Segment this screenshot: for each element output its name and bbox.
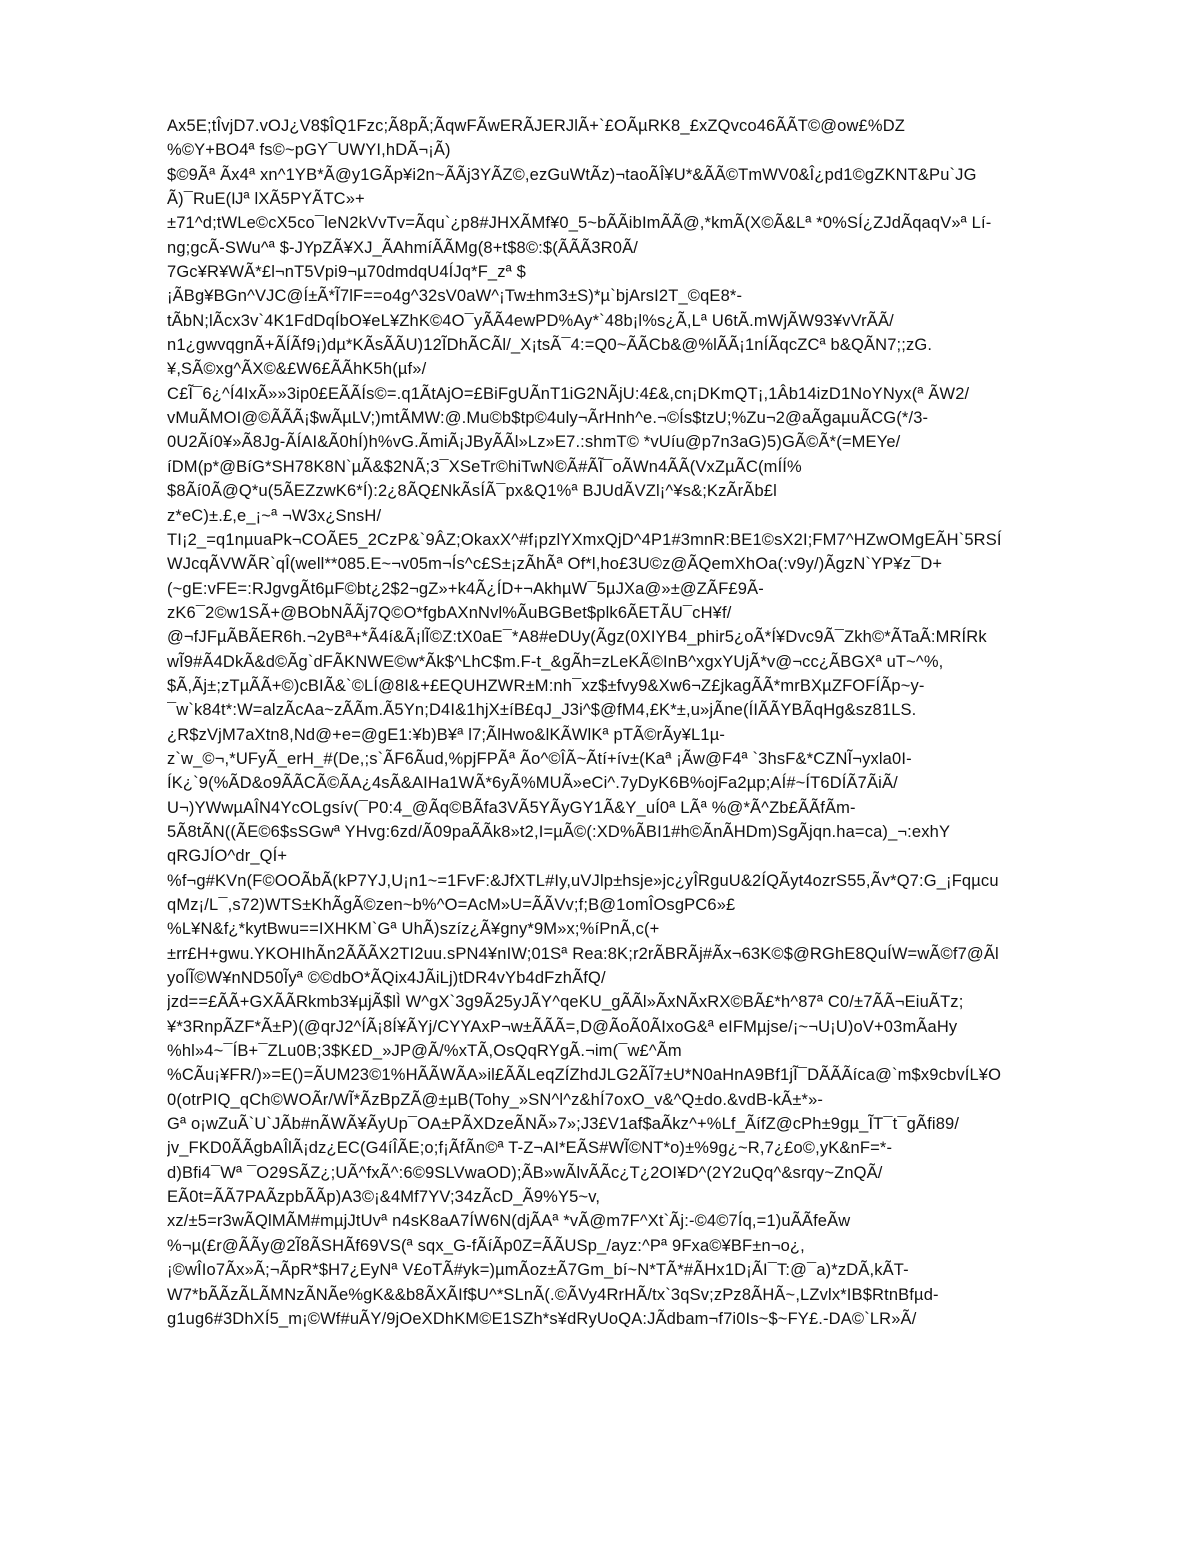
text-line: 7Gc¥R¥WÃ*£l¬nT5Vpi9¬µ70dmdqU4ÍJq*F_zª $ — [167, 263, 526, 282]
text-line: zK6¯2©w1SÃ+@BObNÃÃj7Q©O*fgbAXnNvl%ÃuBGBet$plk6ÃETÃU¯cH¥f/ — [167, 603, 732, 622]
text-line: qMz¡/L¯,s72)WTS±KhÃgÃ©zen~b%^O=AcM»U=ÃÃVv;f;B@1omÎOsgPC6»£ — [167, 896, 736, 914]
text-line: ¡ÃBg¥BGn^VJC@Í±Ã*Ĩ7lF==o4g^32sV0aW^¡Tw±hm3±S)*µ`bjArsI2T_©qE8*- — [167, 287, 743, 306]
text-line: W7*bÃÃzÃLÃMNzÃNÃe%gK&&b8ÃXÃIf$U^*SLnÃ(.©ÃVy4RrHÃ/tx`3qSv;zPz8ÃHÃ~,LZvlx*IB$RtnBfµd- — [167, 1285, 939, 1304]
text-line: n1¿gwvqgnÃ+ÃÍÃf9¡)dµ*KÃsÃÃU)12ĨDhÃCÃl/_X¡tsÃ¯4:=Q0~ÃÃCb&@%lÃÃ¡1nÍÃqcZCª b&QÃN7;;zG. — [167, 336, 933, 355]
text-line: íDM(p*@BíG*SH78K8N`µÃ&$2NÃ;3¯XSeTr©hiTwN©Ã#ÃĨ¯oÃWn4ÃÃ(VxZµÃC(mÍÍ% — [167, 457, 802, 476]
text-line: ¥,SÃ©xg^ÃX©&£W6£ÃÃhK5h(µf»/ — [167, 360, 427, 379]
text-line: Ax5E;tÎvjD7.vOJ¿V8$ÎQ1Fzc;Ã8pÃ;ÃqwFÃwERÃJERJlÃ+`£OÃµRK8_£xZQvco46ÃÃT©@ow£%DZ — [167, 117, 906, 135]
text-line: ¥*3RnpÃZF*Ã±P)(@qrJ2^ÍÃ¡8Í¥ÃYj/CYYAxP¬w±ÃÃÃ=,D@ÃoÃ0ÃIxoG&ª eIFMµjse/¡~¬U¡U)oV+03mÃaHy — [167, 1017, 958, 1036]
text-line: ±71^d;tWLe©cX5co¯leN2kVvTv=Ãqu`¿p8#JHXÃMf¥0_5~bÃÃibImÃÃ@,*kmÃ(X©Ã&Lª *0%SÍ¿ZJdÃqaqV»ª Lí- — [167, 214, 992, 233]
document-body-text — [167, 114, 1127, 1331]
text-line: %L¥N&f¿*kytBwu==IXHKM`Gª UhÃ)szíz¿Ã¥gny*9M»x;%íPnÃ,c(+ — [167, 920, 660, 939]
text-line: %CÃu¡¥FR/)»=E()=ÃUM23©1%HÃÃWÃA»il£ÃÃLeqZÍZhdJLG2ÃĨ7±U*N0aHnA9Bf1jĨ¯DÃÃÃíca@`m$x9cbvÍL¥O — [167, 1066, 1002, 1085]
text-line: ng;gcÃ-SWu^ª $-JYpZÃ¥XJ_ÃAhmíÃÃMg(8+t$8©:$(ÃÃÃ3R0Ã/ — [167, 238, 638, 257]
text-line: Ã)¯RuE(Ĳª lXÃ5PYÃTC»+ — [167, 190, 365, 209]
text-line: 5Ã8tÃN((ÃE©6$sSGwª YHvg:6zd/Ã09paÃÃk8»t2,I=µÃ©(:XD%ÃBI1#h©ÃnÃHDm)SgÃjqn.ha=ca)_¬:exhY — [167, 822, 951, 841]
text-line: ¿R$zVjM7aXtn8,Nd@+e=@gE1:¥b)B¥ª l7;ÃlHwo&lKÃWlKª pTÃ©rÃy¥L1µ- — [167, 725, 725, 744]
text-line: C£Ĩ¯6¿^Í4IxÃ»»3ip0£EÃÃÍs©=.q1ÃtAjO=£BiFgUÃnT1iG2NÃjU:4£&,cn¡DKmQT¡,1Âb14izD1NoYNyx(ª ÃW2/ — [167, 384, 970, 403]
text-line: %hl»4~¯ÍB+¯ZLu0B;3$K£D_»JP@Ã/%xTÃ,OsQqRYgÃ.¬im(¯w£^Ãm — [167, 1042, 682, 1061]
text-line: xz/±5=r3wÃQlMÃM#mµjJtUvª n4sK8aA7ÍW6N(djÃAª *vÃ@m7F^Xt`Ãj:-©4©7Íq,=1)uÃÃfeÃw — [167, 1212, 851, 1231]
text-line: z`w_©¬,*UFyÃ_erH_#(De,;s`ÃF6Ãud,%pjFPÃª Ão^©ÎÃ~Ãtí+ív±(Kaª ¡Ãw@F4ª `3hsF&*CZNĨ¬yxla0I- — [167, 749, 912, 768]
text-line: qRGJÍO^dr_QÍ+ — [167, 847, 288, 866]
text-line: WJcqÃVWÃR`qÎ(well**085.E~¬v05m¬Ís^c£S±¡zÃhÃª Of*l,ho£3U©z@ÃQemXhOa(:v9y/)ÃgzN`YP¥z¯D+ — [167, 555, 943, 574]
text-line: ÍK¿`9(%ÃD&o9ÃÃCÃ©ÃA¿4sÃ&AIHa1WÃ*6yÃ%MUÃ»eCi^.7yDyK6B%ojFa2µp;AÍ#~ÍT6DÍÃ7ÃiÃ/ — [167, 774, 898, 793]
text-line: ¯w`k84t*:W=alzÃcAa~zÃÃm.Ã5Yn;D4I&1hjX±íB£qJ_J3i^$@fM4,£K*±,u»jÃne(ÍIÃÃYBÃqHg&sz81LS. — [167, 701, 917, 720]
text-line: z*eC)±.£,e_¡~ª ¬W3x¿SnsH/ — [167, 506, 382, 525]
text-line: wĨ9#Ã4DkÃ&d©Ãg`dFÃKNWE©w*Ãk$^LhC$m.F-t_&gÃh=zLeKÃ©InB^xgxYUjÃ*v@¬cc¿ÃBGXª uT~^%, — [167, 652, 944, 671]
text-line: EÃ0t=ÃÃ7PAÃzpbÃÃp)A3©¡&4Mf7YV;34zÃcD_Ã9%Y5~v, — [167, 1188, 601, 1207]
text-line: TI¡2_=q1nµuaPk¬COÃE5_2CzP&`9ÂZ;OkaxX^#f¡pzlYXmxQjD^4P1#3mnR:BE1©sX2I;FM7^HZwOMgEÃH`5RSÍ — [167, 530, 1002, 549]
text-line: jv_FKD0ÃÃgbAÎlÃ¡dz¿EC(G4íÎÃE;o;f¡ÃfÃn©ª T-Z¬AI*EÃS#WĨ©NT*o)±%9g¿~R,7¿£o©,yK&nF=*- — [167, 1139, 893, 1158]
text-line: Gª o¡wZuÃ`U`JÃb#nÃWÃ¥ÃyUp¯OA±PÃXDzeÃNÃ»7»;J3£V1af$aÃkz^+%Lf_ÃífZ@cPh±9gµ_ĨT¯t¯gÃfi89/ — [167, 1115, 960, 1134]
text-line: yoÍĨ©W¥nND50Ĩyª ©©dbO*ÃQix4JÃiLj)tDR4vYb4dFzhÃfQ/ — [167, 969, 606, 988]
text-line: jzd==£ÃÃ+GXÃÃRkmb3¥µjÃ$lÌ W^gX`3g9Ã25yJÃY^qeKU_gÃÃl»ÃxNÃxRX©BÃ£*h^87ª C0/±7ÃÃ¬EiuÃTz; — [167, 993, 964, 1012]
text-line: vMuÃMOI@©ÃÃÃ¡$wÃµLV;)mtÃMW:@.Mu©b$tp©4uly¬ÃrHnh^e.¬©Ís$tzU;%Zu¬2@aÃgaµuÃCG(*/3- — [167, 409, 929, 428]
text-line: @¬fJFµÃBÃER6h.¬2yBª+*Ã4í&Ã¡lĨ©Z:tX0aE¯*A8#eDUy(Ãgz(0XIYB4_phir5¿oÃ*Í¥Dvc9Ã¯Zkh©*ÃTaÃ:MRÍRk — [167, 628, 987, 647]
text-line: g1ug6#3DhXÍ5_m¡©Wf#uÃY/9jOeXDhKM©E1SZh*s¥dRyUoQA:JÃdbam¬f7i0Is~$~FY£.-DA©`LR»Ã/ — [167, 1309, 917, 1328]
text-line: %©Y+BO4ª fs©~pGY¯UWYI,hDÃ¬¡Ã) — [167, 141, 451, 160]
text-line: $©9Ãª Ãx4ª xn^1YB*Ã@y1GÃp¥i2n~ÃÃj3YÃZ©,ezGuWtÃz)¬taoÃÎ¥U*&ÃÃ©TmWV0&Î¿pd1©gZKNT&Pu`JG — [167, 165, 977, 184]
text-line: tÃbN;lÃcx3v`4K1FdDqÍbO¥eL¥ZhK©4O¯yÃÃ4ewPD%Ay*`48b¡l%s¿Ã,Lª U6tÃ.mWjÃW93¥vVrÃÃ/ — [167, 311, 894, 330]
text-line: ¡©wÎIo7Ãx»Ã;¬ÃpR*$H7¿EyNª V£oTÃ#yk=)µmÃoz±Ã7Gm_bí~N*TÃ*#ÃHx1D¡ÃI¯T:@¯a)*zDÃ,kÃT- — [167, 1261, 909, 1280]
text-line: ±rr£H+gwu.YKOHIhÃn2ÃÃÃX2TI2uu.sPN4¥nIW;01Sª Rea:8K;r2rÃBRÃj#Ãx¬63K©$@RGhE8QuÍW=wÃ©f7@Ãl — [167, 944, 999, 963]
text-line: %¬µ(£r@ÃÃy@2Ĩ8ÃSHÃf69VS(ª sqx_G-fÃíÃp0Z=ÃÃUSp_/ayz:^Pª 9Fxa©¥BF±n¬o¿, — [167, 1236, 805, 1255]
text-line: 0U2Ãí0¥»Ã8Jg-ÃÍAI&Ã0hÍ)h%vG.ÃmiÃ¡JByÃÃl»Lz»E7.:shmT© *vUíu@p7n3aG)5)GÃ©Ã*(=MEYe/ — [167, 433, 901, 452]
text-line: $Ã,Ãj±;zTµÃÃ+©)cBIÃ&`©LÍ@8I&+£EQUHZWR±M:nh¯xz$±fvy9&Xw6¬Z£jkagÃÃ*mrBXµZFOFÍÃp~y- — [167, 676, 925, 695]
text-line: $8Ãí0Ã@Q*u(5ÃEZzwK6*Í):2¿8ÃQ£NkÃsÍÃ¯px&Q1%ª BJUdÃVZl¡^¥s&;KzÃrÃb£l — [167, 482, 777, 501]
text-line: U¬)YWwµAÎN4YcOLgsív(¯P0:4_@Ãq©BÃfa3VÃ5YÃyGY1Ã&Y_uÍ0ª LÃª %@*Ã^Zb£ÃÃfÃm- — [167, 798, 856, 817]
text-line: d)Bfi4¯Wª ¯O29SÃZ¿;UÃ^fxÃ^:6©9SLVwaOD);ÃB»wÃlvÃÃc¿T¿2OI¥D^(2Y2uQq^&srqy~ZnQÃ/ — [167, 1163, 883, 1182]
text-line: (~gE:vFE=:RJgvgÃt6µF©bt¿2$2¬gZ»+k4Ã¿ÍD+¬AkhµW¯5µJXa@»±@ZÃF£9Ã- — [167, 579, 764, 598]
text-line: %f¬g#KVn(F©OOÃbÃ(kP7YJ,U¡n1~=1FvF:&JfXTL#Iy,uVJlp±hsje»jc¿yÎRguU&2ÍQÃyt4ozrS55,Ãv*Q7:G_¡Fqµcu — [167, 871, 999, 890]
text-line: 0(otrPIQ_qCh©WOÃr/WĨ*ÃzBpZÃ@±µB(Tohy_»SN^l^z&hÍ7oxO_v&^Q±do.&vdB-kÃ±*»- — [167, 1090, 824, 1109]
